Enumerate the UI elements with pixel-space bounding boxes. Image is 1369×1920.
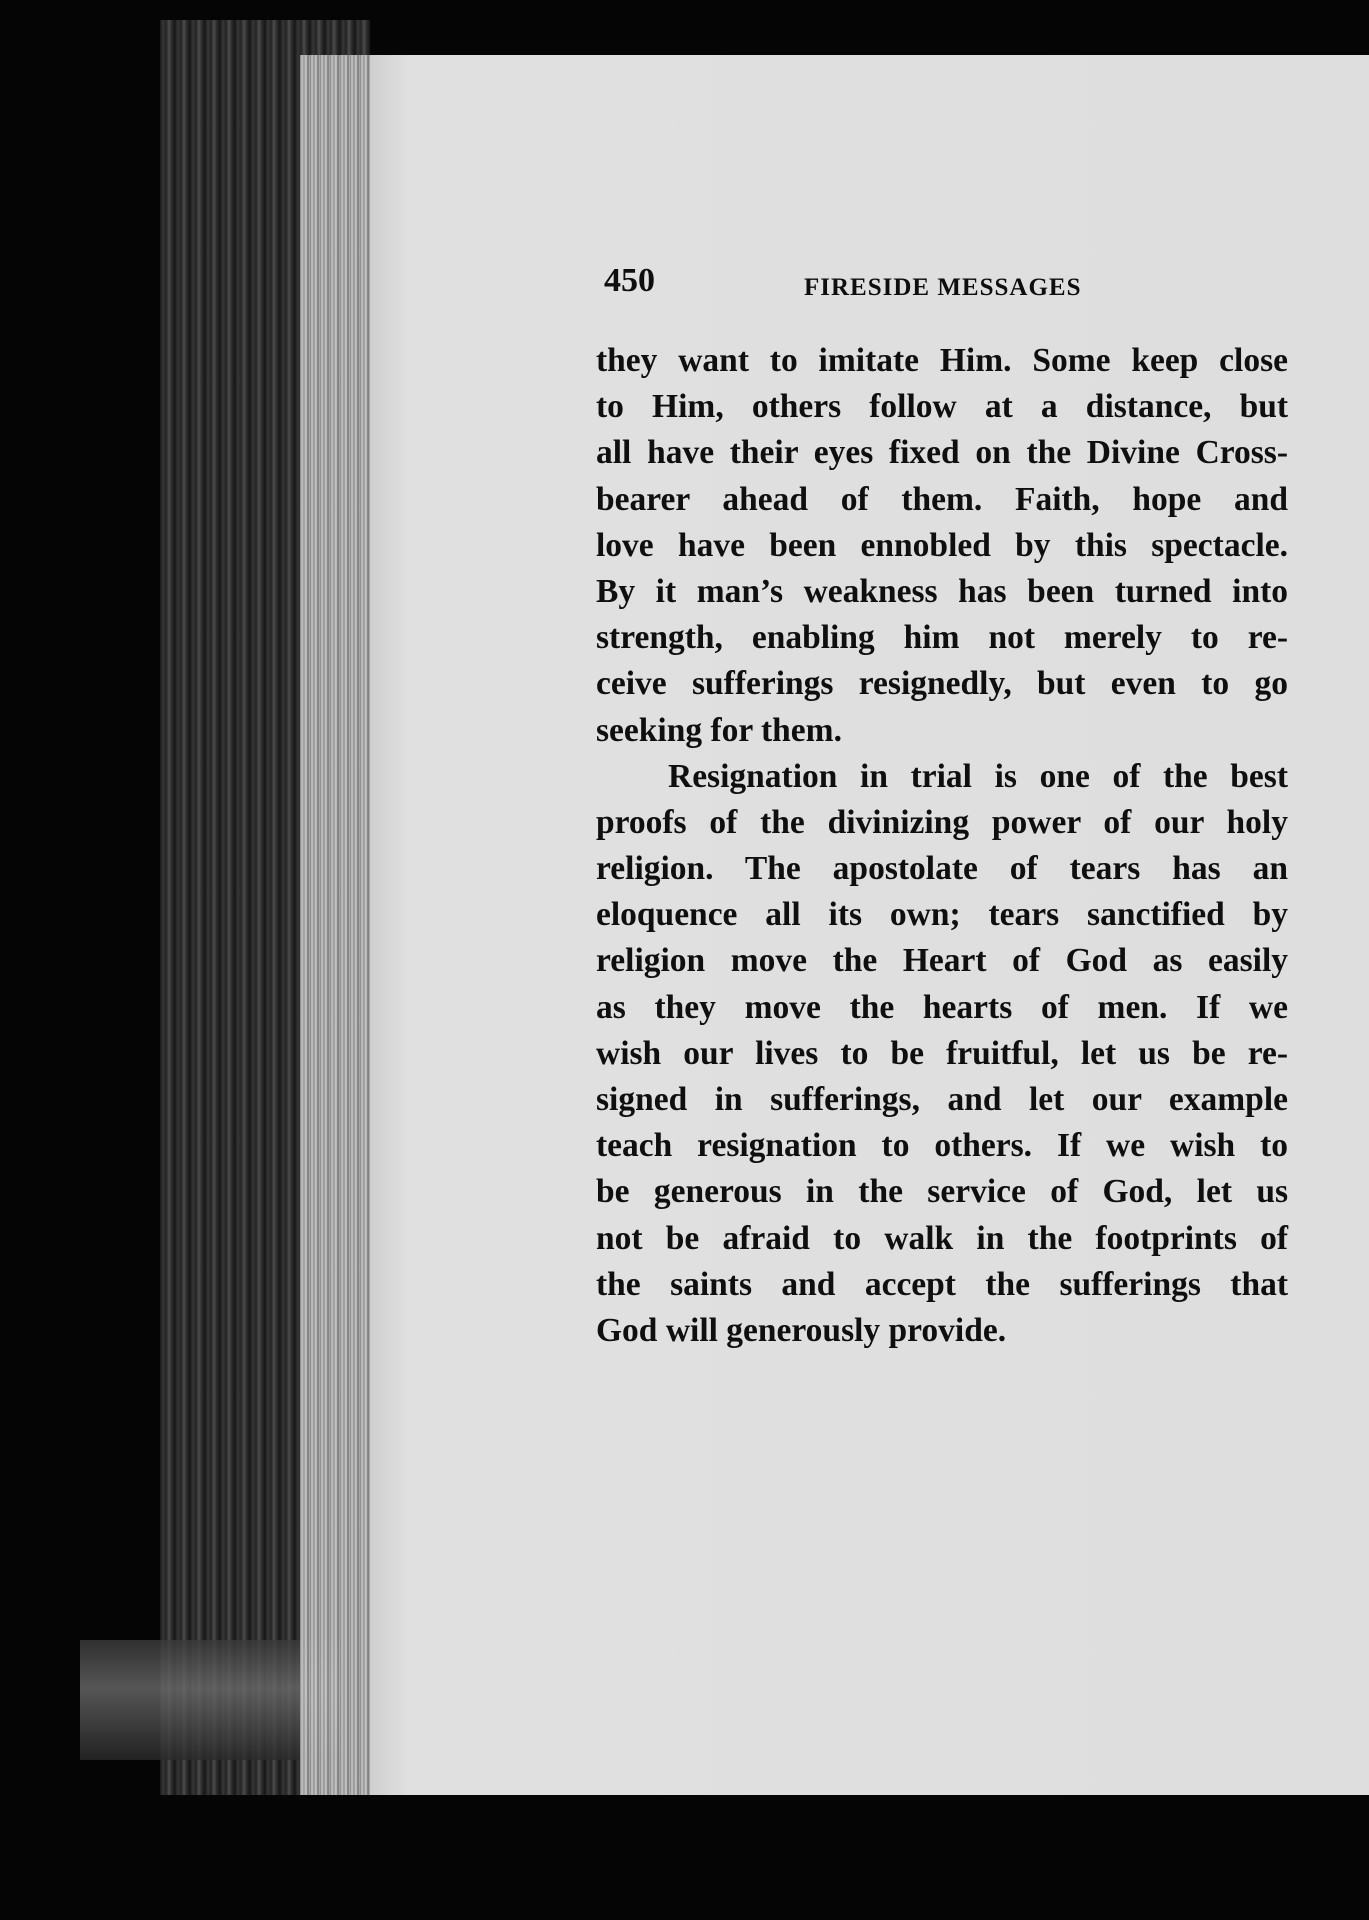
- text-line: seeking for them.: [596, 711, 842, 749]
- text-line: proofs of the divinizing power of our holy: [596, 803, 1288, 841]
- text-line: bearer ahead of them. Faith, hope and: [596, 480, 1288, 518]
- text-line: religion. The apostolate of tears has an: [596, 850, 1288, 888]
- text-line: Resignation in trial is one of the best: [668, 757, 1288, 795]
- text-line: wish our lives to be fruitful, let us be re-: [596, 1034, 1288, 1072]
- text-line: signed in sufferings, and let our example: [596, 1081, 1288, 1118]
- text-line: as they move the hearts of men. If we: [596, 988, 1288, 1026]
- page-number: 450: [604, 262, 655, 299]
- running-title: FIRESIDE MESSAGES: [804, 274, 1082, 301]
- text-line: eloquence all its own; tears sanctified by: [596, 896, 1288, 934]
- body-text: [596, 338, 1288, 1354]
- text-line: the saints and accept the sufferings that: [596, 1265, 1288, 1303]
- text-line: all have their eyes fixed on the Divine Cross-: [596, 434, 1288, 472]
- text-line: not be afraid to walk in the footprints of: [596, 1219, 1288, 1257]
- text-line: religion move the Heart of God as easily: [596, 942, 1288, 980]
- paragraph-2: [596, 754, 1288, 1354]
- page-edges: [300, 55, 375, 1795]
- text-line: to Him, others follow at a distance, but: [596, 388, 1288, 426]
- running-head: [604, 262, 1104, 312]
- text-line: be generous in the service of God, let us: [596, 1173, 1288, 1211]
- text-line: By it man’s weakness has been turned into: [596, 572, 1288, 610]
- text-line: they want to imitate Him. Some keep close: [596, 342, 1288, 379]
- paragraph-1: [596, 338, 1288, 754]
- text-line: strength, enabling him not merely to re-: [596, 619, 1288, 657]
- text-line: teach resignation to others. If we wish to: [596, 1127, 1288, 1165]
- text-line: love have been ennobled by this spectacle.: [596, 526, 1288, 564]
- text-line: ceive sufferings resignedly, but even to go: [596, 665, 1288, 703]
- text-line: God will generously provide.: [596, 1311, 1007, 1349]
